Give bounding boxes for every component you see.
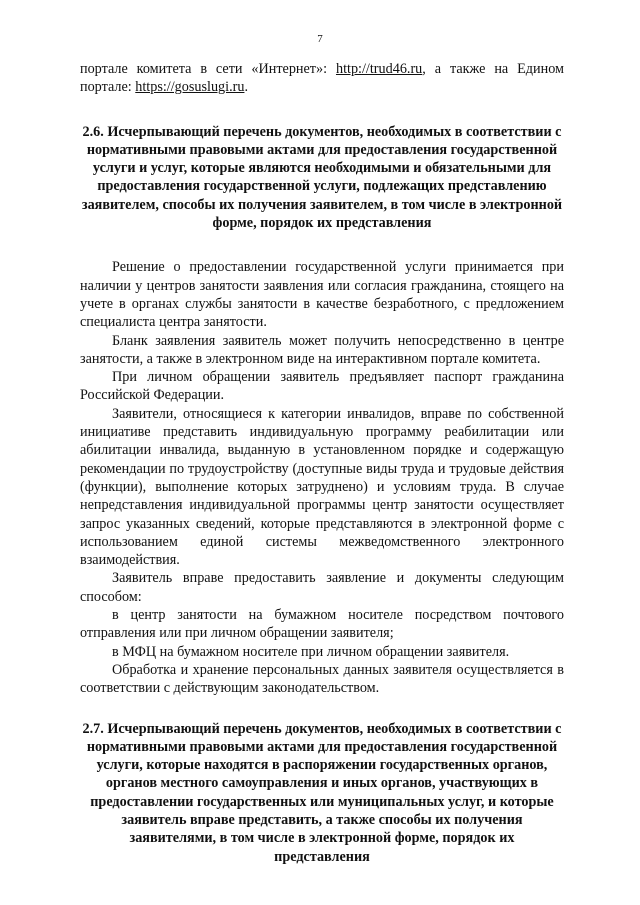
section-2-6-heading: 2.6. Исчерпывающий перечень документов, необходимых в соответствии с нормативными правовыми актами для предоставления государственной услуги и услуг, которые являются необходимыми и обязательными для предоставления государственной услуги, подлежащих представлению заявителем, способы их получения заявителем, в том числе в электронной форме, порядок их представления — [81, 123, 563, 232]
gosuslugi-link[interactable]: https://gosuslugi.ru — [135, 79, 245, 96]
list-item: в МФЦ на бумажном носителе при личном обращении заявителя. — [112, 643, 510, 660]
paragraph: Заявители, относящиеся к категории инвалидов, вправе по собственной инициативе представить индивидуальную программу реабилитации или абилитации инвалида, выданную в установленном порядке и содержащую рекомендации по трудоустройству (доступные виды труда и трудовые действия (функции), выполнение которых затруднено) и условиям труда. В случае непредставления индивидуальной программы центр занятости осуществляет запрос указанных сведений, которые представляются в электронной форме с использованием единой системы межведомственного электронного взаимодействия. — [80, 405, 564, 569]
trud46-link[interactable]: http://trud46.ru — [335, 61, 423, 77]
intro-text-1: порталe комитета в сети «Интернет»: — [80, 61, 336, 77]
section-2-7-heading: 2.7. Исчерпывающий перечень документов, необходимых в соответствии с нормативными правовыми актами для предоставления государственной услуги, которые находятся в распоряжении государственных органов, органов местного самоуправления и иных органов, участвующих в предоставлении государственных или муниципальных услуг, и которые заявитель вправе представить, а также способы их получения заявителями, в том числе в электронной форме, порядок их представления — [82, 720, 562, 865]
paragraph: Заявитель вправе предоставить заявление и документы следующим способом: — [80, 570, 564, 605]
intro-text-2: , а также на Едином портале: — [80, 61, 565, 96]
document-body — [80, 60, 564, 866]
paragraph: Обработка и хранение персональных данных заявителя осуществляется в соответствии с действующим законодательством. — [80, 661, 564, 697]
paragraph: При личном обращении заявитель предъявляет паспорт гражданина Российской Федерации. — [80, 369, 564, 404]
paragraph: Бланк заявления заявитель может получить непосредственно в центре занятости, а также в электронном виде на интерактивном портале комитета. — [80, 332, 564, 367]
paragraph: Решение о предоставлении государственной услуги принимается при наличии у центров занятости заявления или согласия гражданина, стоящего на учете в органах службы занятости в качестве безработного, с предложением специалиста центра занятости. — [80, 259, 564, 331]
list-item: в центр занятости на бумажном носителе посредством почтового отправления или при личном обращении заявителя; — [80, 607, 564, 642]
intro-paragraph — [80, 60, 564, 97]
page-number: 7 — [317, 33, 323, 45]
intro-text-3: . — [244, 79, 248, 96]
